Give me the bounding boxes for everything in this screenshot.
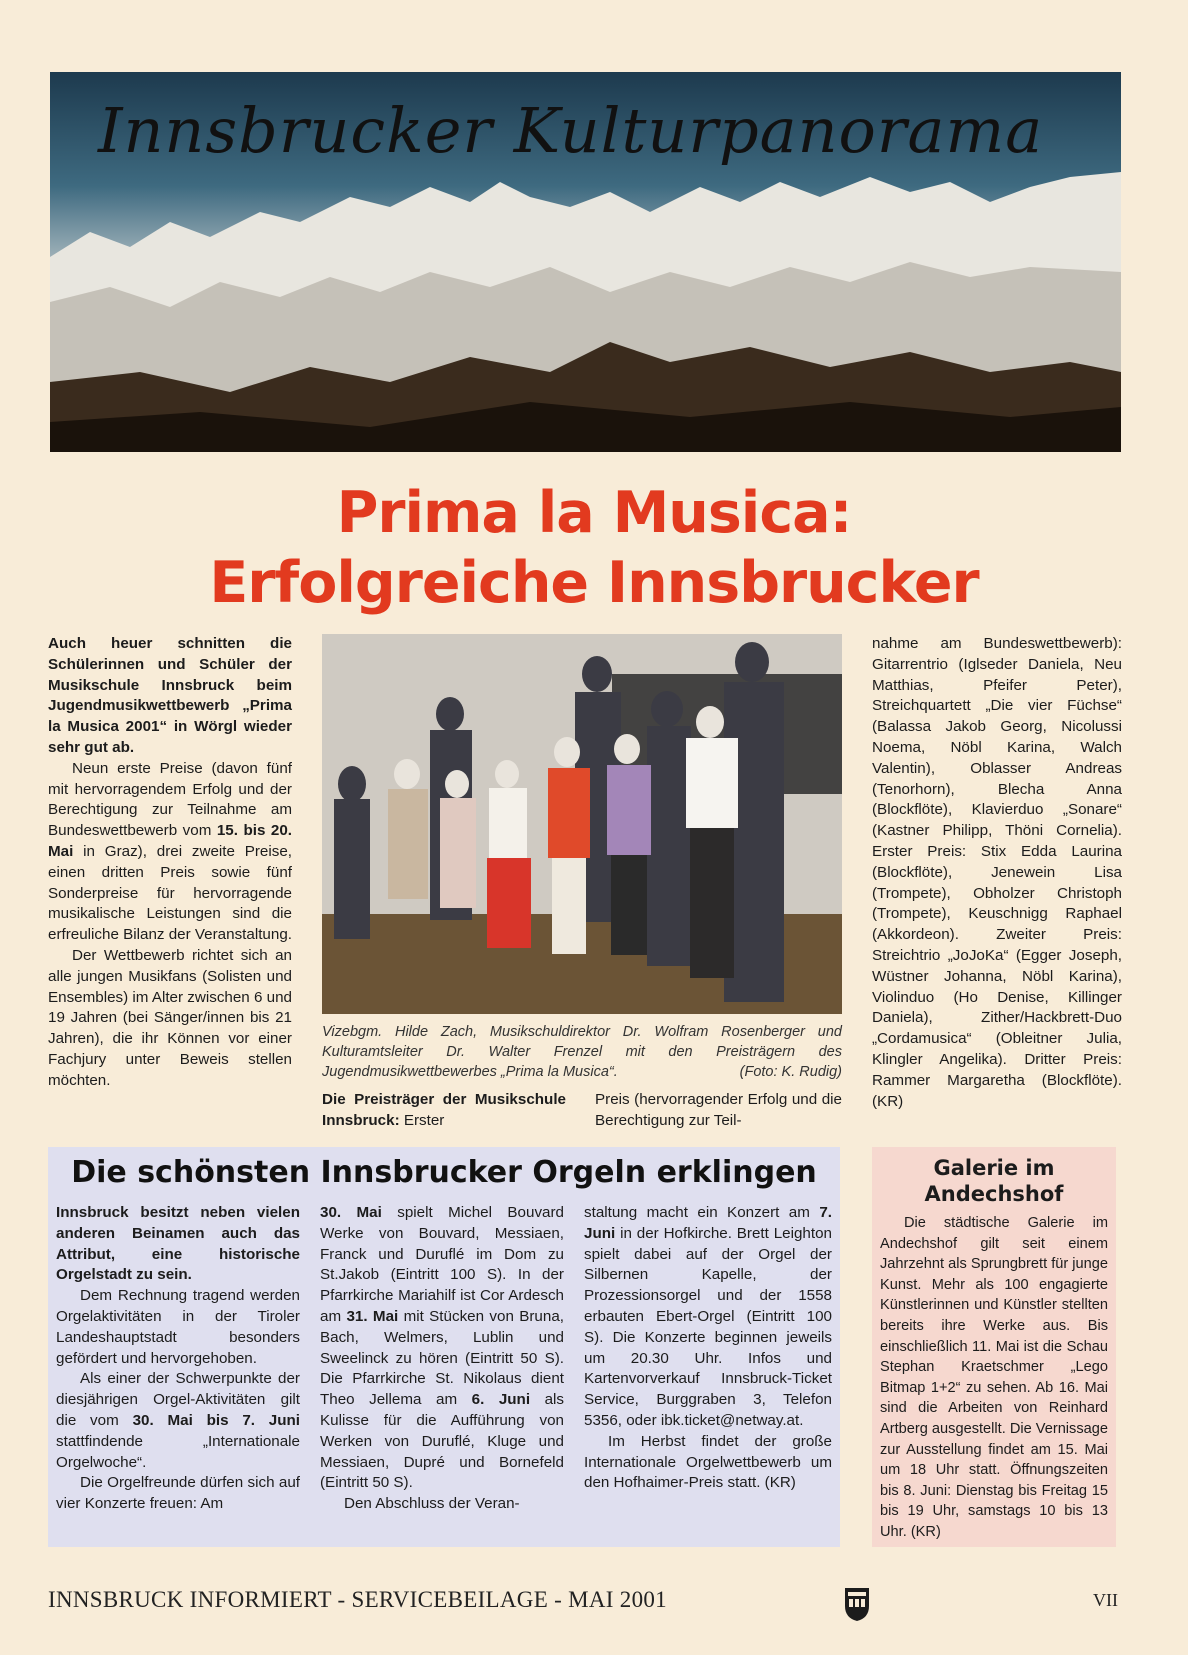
page-number: VII: [1093, 1590, 1118, 1610]
orgel-article-box: [48, 1147, 840, 1547]
caption-text: Vizebgm. Hilde Zach, Musikschuldirektor Dr. Wolfram Rosenberger und Kulturamtsleiter Dr. Walter Frenzel mit den Preisträgern des Jugendmusikwettbewerbes „Prima la Musica“.: [322, 1024, 842, 1080]
group-photo: [322, 634, 842, 1014]
footer-publication: INNSBRUCK INFORMIERT - SERVICEBEILAGE - MAI 2001: [48, 1587, 667, 1612]
page-headline: [0, 478, 1188, 618]
article-right-column: [872, 634, 1122, 1112]
article-paragraph: Die Preisträger der Musikschule Innsbruck: Erster: [322, 1091, 566, 1129]
orgel-paragraph: staltung macht ein Konzert am 7. Juni in der Hofkirche. Brett Leighton spielt dabei auf der Orgel der Silbernen Kapelle, der Prozessionsorgel und der 1558 erbauten Ebert-Orgel (Eintritt 100 S). Die Konzerte beginnen jeweils um 20.30 Uhr. Infos und Kartenvorverkauf Innsbruck-Ticket Service, Burggraben 3, Telefon 5356, oder ibk.ticket@netway.at.: [584, 1204, 832, 1429]
orgel-paragraph: Die Orgelfreunde dürfen sich auf vier Konzerte freuen: Am: [56, 1474, 300, 1513]
galerie-paragraph: Die städtische Galerie im Andechshof gilt seit einem Jahrzehnt als Sprungbrett für junge Kunst. Mehr als 100 engagierte Künstlerinnen und Künstler stellten bereits ihre Werke aus. Bis einschließlich 11. Mai ist die Schau Stephan Kraetschmer „Lego Bitmap 1+2“ zu sehen. Ab 16. Mai sind die Arbeiten von Reinhard Artberg ausgestellt. Die Vernissage zur Ausstellung findet am 15. Mai um 18 Uhr statt. Öffnungszeiten bis 8. Juni: Dienstag bis Freitag 15 bis 19 Uhr, samstags 10 bis 13 Uhr. (KR): [880, 1215, 1108, 1540]
article-paragraph: Preis (hervorragender Erfolg und die Berechtigung zur Teil-: [595, 1091, 842, 1129]
article-left-column: [48, 634, 292, 1092]
photo-caption: [322, 1022, 842, 1082]
article-middle-right-column: [595, 1090, 842, 1132]
headline-line-2: Erfolgreiche Innsbrucker: [209, 550, 979, 616]
article-middle-column: [322, 1090, 566, 1132]
city-crest-icon: [843, 1586, 871, 1622]
orgel-paragraph: Im Herbst findet der große Internationale Orgelwettbewerb um den Hofhaimer-Preis statt. (KR): [584, 1432, 832, 1492]
orgel-column-1: [56, 1203, 300, 1515]
group-photo-illustration: [322, 634, 842, 1014]
article-lead: Auch heuer schnitten die Schülerinnen und Schüler der Musikschule Innsbruck beim Jugendmusikwettbewerb „Prima la Musica 2001“ in Wörgl wieder sehr gut ab.: [48, 635, 292, 756]
banner-title: Innsbrucker Kulturpanorama: [98, 94, 1044, 167]
galerie-title: [872, 1155, 1116, 1207]
galerie-title-line-1: Galerie im: [933, 1156, 1055, 1180]
orgel-paragraph: Den Abschluss der Veran-: [344, 1495, 520, 1513]
article-paragraph: Neun erste Preise (davon fünf mit hervorragendem Erfolg und der Berechtigung zur Teilnahme am Bundeswettbewerb vom 15. bis 20. Mai in Graz), drei zweite Preise, einen dritten Preis sowie fünf Sonderpreise für hervorragende musikalische Leistungen sind die erfreuliche Bilanz der Veranstaltung.: [48, 759, 293, 944]
galerie-body: [880, 1213, 1108, 1543]
galerie-title-line-2: Andechshof: [924, 1182, 1064, 1206]
article-paragraph: Der Wettbewerb richtet sich an alle jungen Musikfans (Solisten und Ensembles) im Alter zwischen 6 und 19 Jahren (bei Sänger/innen bis 21 Jahren), die ihr Können vor einer Fachjury unter Beweis stellen möchten.: [48, 946, 292, 1089]
orgel-title: Die schönsten Innsbrucker Orgeln erklingen: [71, 1155, 817, 1190]
orgel-column-3: [584, 1203, 832, 1494]
orgel-paragraph: Dem Rechnung tragend werden Orgelaktivitäten in der Tiroler Landeshauptstadt besonders gefördert und hervorgehoben.: [56, 1287, 300, 1367]
galerie-box: [872, 1147, 1116, 1547]
photo-credit: (Foto: K. Rudig): [739, 1064, 842, 1080]
orgel-paragraph: 30. Mai spielt Michel Bouvard Werke von Bouvard, Messiaen, Franck und Duruflé im Dom zu St.Jakob (Eintritt 100 S). In der Pfarrkirche Mariahilf ist Cor Ardesch am 31. Mai mit Stücken von Bruna, Bach, Welmers, Lublin und Sweelinck zu hören (Eintritt 50 S). Die Pfarrkirche St. Nikolaus dient Theo Jellema am 6. Juni als Kulisse für die Aufführung von Werken von Duruflé, Kluge und Messiaen, Dupré und Bornefeld (Eintritt 50 S).: [320, 1204, 565, 1492]
orgel-paragraph: Als einer der Schwerpunkte der diesjährigen Orgel-Aktivitäten gilt die vom 30. Mai bis 7. Juni stattfindende „Internationale Orgelwoche“.: [56, 1370, 301, 1471]
headline-line-1: Prima la Musica:: [336, 480, 852, 546]
article-paragraph: nahme am Bundeswettbewerb): Gitarrentrio (Iglseder Daniela, Neu Matthias, Pfeifer Peter), Streichquartett „Die vier Füchse“ (Balassa Jakob Georg, Nicolussi Noema, Nöbl Karina, Walch Valentin), Oblasser Andreas (Tenorhorn), Blecha Anna (Blockflöte), Klavierduo „Sonare“ (Kastner Philipp, Thöni Cornelia). Erster Preis: Stix Edda Laurina (Blockflöte), Jenewein Lisa (Trompete), Obholzer Christoph (Trompete), Keuschnigg Raphael (Akkordeon). Zweiter Preis: Streichtrio „JoJoKa“ (Egger Joseph, Wüstner Johanna, Nöbl Karina), Violinduo (Ho Denise, Killinger Daniela), Zither/Hackbrett-Duo „Cordamusica“ (Obleitner Julia, Klingler Angelika). Dritter Preis: Rammer Margaretha (Blockflöte). (KR): [872, 635, 1122, 1110]
banner-image: [50, 72, 1121, 452]
orgel-column-2: [320, 1203, 564, 1515]
orgel-lead: Innsbruck besitzt neben vielen anderen Beinamen auch das Attribut, eine historische Orgelstadt zu sein.: [56, 1204, 300, 1284]
